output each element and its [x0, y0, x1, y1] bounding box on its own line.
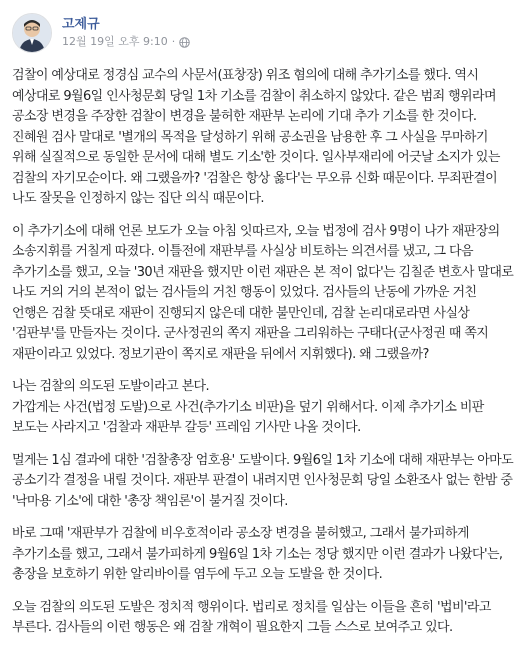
author-name[interactable]: 고제규 [62, 17, 100, 32]
post-paragraph: 검찰이 예상대로 정경심 교수의 사문서(표창장) 위조 혐의에 대해 추가기소를 했다. 역시 예상대로 9월6일 인사청문회 당일 1차 기소를 검찰이 취소하지 않았다. 같은 범죄 행위라며 공소장 변경을 주장한 검찰이 변경을 불허한 재판부 논리에 기대 추가 기소를 한 것이다. 진혜원 검사 말대로 '별개의 목적을 달성하기 위해 공소권을 남용한 후 그 사실을 무마하기 위해 실질적으로 동일한 문서에 대해 별도 기소'한 것이다. 일사부재리에 어긋날 소지가 있는 검찰의 자기모순이다. 왜 그랬을까? '검찰은 항상 옳다'는 무오류 신화 때문이다. 무죄판결이 나도 잘못을 인정하지 않는 집단 의식 때문이다. [12, 68, 500, 206]
post-meta [62, 34, 190, 50]
author-avatar[interactable] [12, 13, 52, 53]
post-paragraph: 오늘 검찰의 의도된 도발은 정치적 행위이다. 법리로 정치를 일삼는 이들을 흔히 '법비'라고 부른다. 검사들의 이런 행동은 왜 검찰 개혁이 필요한지 그들 스스로 보여주고 있다. [12, 599, 491, 635]
post-paragraph: 이 추가기소에 대해 언론 보도가 오늘 아침 잇따르자, 오늘 법정에 검사 9명이 나가 재판장의 소송지휘를 거칠게 따졌다. 이틀전에 재판부를 사실상 비토하는 의견서를 냈고, 그 다음 추가기소를 했고, 오늘 '30년 재판을 했지만 이런 재판은 본 적이 없다'는 김칠준 변호사 말대로 나도 거의 거의 본적이 없는 검사들의 거친 행동이 있었다. 검사들의 난동에 가까운 거친 언행은 검찰 뜻대로 재판이 진행되지 않은데 대한 불만인데, 검찰 논리대로라면 사실상 '검판부'를 만들자는 것이다. 군사정권의 쪽지 재판을 그리워하는 구태다(군사정권 때 쪽지 재판이라고 있었다. 정보기관이 쪽지로 재판을 뒤에서 지휘했다). 왜 그랬을까? [12, 223, 514, 362]
post-paragraph: 나는 검찰의 의도된 도발이라고 본다. [12, 379, 210, 394]
post-body [12, 66, 515, 639]
meta-separator: · [171, 35, 176, 48]
post-timestamp[interactable]: 12월 19일 오후 9:10 [62, 35, 168, 48]
post-paragraph: 멀게는 1심 결과에 대한 '검찰총장 엄호용' 도발이다. 9월6일 1차 기소에 대해 재판부는 아마도 공소기각 결정을 내릴 것이다. 재판부 판결이 내려지면 인사청문회 당일 소환조사 없는 한밤 중 '낙마용 기소'에 대한 '총장 책임론'이 불거질 것이다. [12, 452, 514, 509]
post-paragraph: 가깝게는 사건(법정 도발)으로 사건(추가기소 비판)을 덮기 위해서다. 이제 추가기소 비판 보도는 사라지고 '검찰과 재판부 갈등' 프레임 기사만 나올 것이다. [12, 399, 484, 435]
globe-icon[interactable] [179, 37, 190, 48]
post-header [12, 10, 515, 56]
avatar-image [13, 14, 51, 52]
post-paragraph: 바로 그때 '재판부가 검찰에 비우호적이라 공소장 변경을 불허했고, 그래서 불가피하게 추가기소를 했고, 그래서 불가피하게 9월6일 1차 기소는 정당 했지만 이런 결과가 나왔다'는, 총장을 보호하기 위한 알리바이를 염두에 두고 오늘 도발을 한 것이다. [12, 526, 503, 582]
